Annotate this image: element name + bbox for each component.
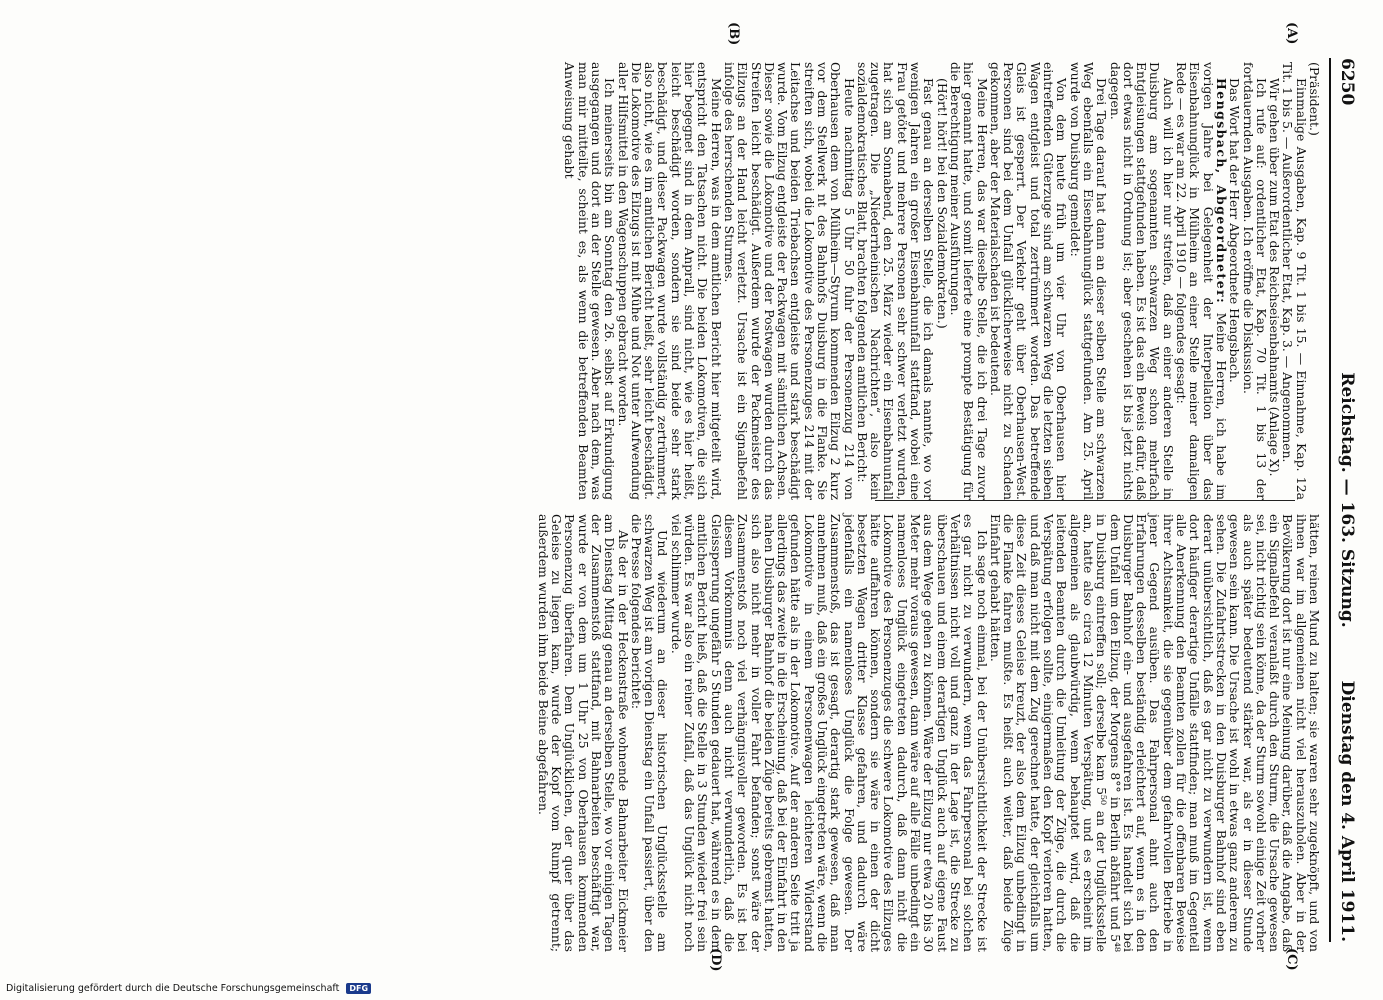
speaker-name: Hengsbach, Abgeordneter: — [1213, 78, 1229, 305]
interjection: (Hört! hört! bei den Sozialdemokraten.) — [934, 78, 950, 329]
paragraph: Und wiederum an dieser historischen Unglücksstelle am schwarzen Weg ist am vorigen Dienstag ein Unfall passiert, über den die Presse folgendes berichtet: — [628, 514, 671, 952]
paragraph: hätten, reinen Mund zu halten; sie waren sehr zugeknöpft, und von ihnen war im allgemeinen nicht viel herauszuholen. Aber in der Bevölkerung dort ist nur eine Meinung darüber, daß die Angabe, daß ein Signalbefehl veranlaßt durch den Sturm, die Ursache gewesen sei, nicht richtig sein könne, da der Sturm sowohl einige Zeit vorher als auch später bedeutend stärker war, als er in dieser Stunde gewesen sein kann. Die Ursache ist wohl in etwas ganz anderem zu sehen. Die Zufahrtsstrecken in den Duisburger Bahnhof sind eben derart unübersichtlich, daß es gar nicht zu verwundern ist, wenn dort häufiger derartige Unfälle stattfinden; man muß im Gegenteil alle Anerkennung den Beamten zollen für die offenbaren Beweise ihrer Achtsamkeit, die sie gegenüber dem gefahrvollen Betriebe in jener Gegend ausüben. Das Fahrpersonal ahnt auch den Erfahrungen desselben beständig erleichtert auf, wenn es in den Duisburger Bahnhof ein- und ausgefahren ist. Es handelt sich bei dem Unfall um den Eilzug, der Morgens 8°° in Berlin abfährt und 5⁴⁸ in Duisburg eintreffen soll; derselbe kam 5⁵⁰ an der Unglücksstelle an, hatte also circa 12 Minuten Verspätung, und es erscheint im allgemeinen als glaubwürdig, wenn behauptet wird, daß die leitenden Beamten durch die Umleitung der Züge, die durch die Verspätung erfolgen sollte, einigermaßen den Kopf verloren hatten, und daß man nicht mit dem Zug gerechnet hatte, der gleichfalls um diese Zeit dieses Geleise kreuzt, der also dem Eilzug unbedingt in die Flanke fahren mußte. Es heißt auch weiter, daß beide Züge Einfahrt gehabt hätten. — [987, 514, 1322, 952]
margin-marker-b: (B) — [726, 22, 741, 46]
right-column — [536, 514, 1321, 952]
paragraph: Ich rufe auf: ordentlicher Etat, Kap. 70 Tit. 1 bis 13 der fortdauernden Ausgaben. Ich eröffne die Diskussion. — [1240, 62, 1269, 500]
session-date: Dienstag den 4. April 1911. — [1337, 680, 1357, 942]
page-title: Reichstag. — 163. Sitzung. — [1337, 372, 1357, 628]
paragraph: Das Wort hat der Herr Abgeordnete Hengsbach. — [1227, 78, 1243, 383]
dfg-logo: DFG — [346, 983, 371, 994]
margin-marker-a: (A) — [1284, 22, 1299, 45]
left-column — [563, 62, 1321, 500]
speech-paragraph — [1175, 62, 1228, 500]
paragraph: Wir gehen über zum Etat des Reichseisenbahnamts (Anlage X). — [1267, 78, 1283, 477]
speaker-note: (Präsident.) — [1307, 62, 1322, 136]
quote-paragraph: Von dem heute früh um vier Uhr von Oberhausen hier eintreffenden Güterzuge sind am schwarzen Weg die letzten sieben Wagen entgleist und total zertrümmert worden. Das betreffende Gleis ist gesperrt. Der Verkehr geht über Oberhausen-West. Personen sind bei dem Unfall glücklicherweise nicht zu Schaden gekommen, aber der Materialschaden ist bedeutend. — [987, 62, 1070, 500]
paragraph: Drei Tage darauf hat dann an dieser selben Stelle am schwarzen Weg ebenfalls ein Eisenbahnunglück stattgefunden. Am 25. April wurde von Duisburg gemeldet: — [1067, 62, 1110, 500]
paragraph: Ich sage noch einmal, bei der Unübersichtlichkeit der Strecke ist es gar nicht zu verwundern, wenn das Fahrpersonal bei solchen Verhältnissen nicht voll und ganz in der Lage ist, die Strecke zu überschauen und einem derartigen Unglück auch auf eigene Faust aus dem Wege gehen zu können. Wäre der Eilzug nur etwa 20 bis 30 Meter mehr voraus gewesen, dann wäre auf alle Fälle unbedingt ein namenloses Unglück eingetreten dadurch, daß dann nicht die Lokomotive des Personenzuges die schwere Lokomotive des Eilzuges hätte auffahren können, sondern sie wäre in einen der dicht besetzten Wagen dritter Klasse gefahren, und dadurch wäre jedenfalls ein namenloses Unglück die Folge gewesen. Der Zusammenstoß, das ist gesagt, derartig stark gewesen, daß man annehmen muß, daß ein großes Unglück eingetreten wäre, wenn die Lokomotive in einem Personenwagen leichteren Widerstand gefunden hätte als in der Lokomotive. Auf der anderen Seite tritt ja allerdings das zweite in die Erscheinung, daß bei der Einfahrt in den nahen Duisburger Bahnhof die beiden Züge bereits gebremst hatten, sich also nicht mehr in voller Fahrt befanden; sonst wäre der Zusammenstoß noch viel verhängnisvoller geworden. Es ist bei diesem Vorkommnis denn auch nicht verwunderlich, daß die Gleissperrung ungefähr 5 Stunden gedauert hat, während es in dem amtlichen Bericht hieß, daß die Stelle in 3 Stunden wieder frei sein würden. Es war also ein reiner Zufall, daß das Unglück nicht noch viel schlimmer wurde. — [668, 514, 990, 952]
paragraph: Meine Herren, das war dieselbe Stelle, die ich drei Tage zuvor hier genannt hatte, und somit lieferte eine prompte Bestätigung für die Berechtigung meiner Ausführungen. — [947, 62, 990, 500]
quote-paragraph: Auch will ich hier nur streifen, daß an einer anderen Stelle in Duisburg am sogenannten schwarzen Weg schon mehrfach Entgleisungen stattgefunden haben. Es ist das ein Beweis dafür, daß dort etwas nicht in Ordnung ist; aber geschehen ist bis jetzt nichts dagegen. — [1107, 62, 1176, 500]
footer-text: Digitalisierung gefördert durch die Deutsche Forschungsgemeinschaft — [6, 983, 340, 994]
page-number: 6250 — [1337, 58, 1357, 106]
paragraph: Ich meinerseits bin am Sonntag den 26. selbst auf Erkundigung ausgegangen und dort an der Stelle gewesen. Aber nach dem, was man mir mitteilte, scheint es, als wenn die betreffenden Beamten Anweisung gehabt — [562, 62, 618, 500]
paragraph: Meine Herren, was in dem amtlichen Bericht hier mitgeteilt wird, entspricht den Tatsachen nicht. Die beiden Lokomotiven, die sich hier begegnet sind in dem Anprall, sind nicht, wie es hier heißt, leicht beschädigt worden, sondern sie sind beide sehr stark beschädigt, und dieser Packwagen wurde vollständig zertrümmert, also nicht, wie es im amtlichen Bericht heißt, sehr leicht beschädigt. Die Lokomotive des Eilzugs ist mit Mühe und Not unter Aufwendung aller Hilfsmittel in den Wagenschuppen gebracht worden. — [615, 62, 724, 500]
quote-paragraph: Heute nachmittag 5 Uhr 50 fuhr der Personenzug 214 von Oberhausen dem von Mülheim—Styrum kommenden Eilzug 2 kurz vor dem Stellwerk nt des Bahnhofs Duisburg in die Flanke. Sie streiften sich, wobei die Lokomotive des Personenzuges 214 mit der Leitachse und beiden Triebachsen entgleiste und stark beschädigt wurde. Vom Eilzug entgleiste der Packwagen mit sämtlichen Achsen. Dieser sowie die Lokomotive und der Postwagen wurden durch das Streifen leicht beschädigt. Außerdem wurde der Packmeister des Eilzugs an der Hand leicht verletzt. Ursache ist ein Signalbefehl infolge des herrschenden Sturmes. — [721, 62, 857, 500]
paragraph: Einmalige Ausgaben, Kap. 9 Tit. 1 bis 15. — Einnahme, Kap. 12a Tit. 1 bis 5. — Außerordentlicher Etat, Kap. 3. — Angenommen. — [1280, 62, 1309, 500]
paragraph: Fast genau an derselben Stelle, die ich damals nannte, wo vor wenigen Jahren ein großer Eisenbahnunfall stattfand, wobei eine Frau getötet und mehrere Personen sehr schwer verletzt wurden, hat sich am Sonnabend, den 25. März wieder ein Eisenbahnunfall zugetragen. Die „Niederrheinischen Nachrichten“, also kein sozialdemokratisches Blatt, brachten folgenden amtlichen Bericht: — [854, 62, 937, 500]
column-divider — [875, 500, 1295, 501]
margin-marker-c: (C) — [1284, 948, 1299, 971]
quote-paragraph: Als der in der Heckenstraße wohnende Bahnarbeiter Eickmeier am Dienstag Mittag genau an derselben Stelle, wo vor einigen Tagen der Zusammenstoß stattfand, mit Bahnarbeiten beschäftigt war, wurde er von dem um 1 Uhr 25 von Oberhausen kommenden Personenzug überfahren. Dem Unglücklichen, der quer über das Geleise zu liegen kam, wurde der Kopf vom Rumpf getrennt; außerdem wurden ihm beide Beine abgefahren. — [535, 514, 631, 952]
margin-marker-d: (D) — [708, 948, 723, 972]
header-rule — [1329, 58, 1331, 942]
page-header — [1329, 58, 1365, 942]
footer-credit — [6, 983, 371, 994]
speech-text: Meine Herren, ich habe im vorigen Jahre bei Gelegenheit der Interpellation über das Eisenbahnunglück in Mülheim an einer Stelle meiner damaligen Rede — es war am 22. April 1910 — folgendes gesagt: — [1174, 62, 1229, 500]
